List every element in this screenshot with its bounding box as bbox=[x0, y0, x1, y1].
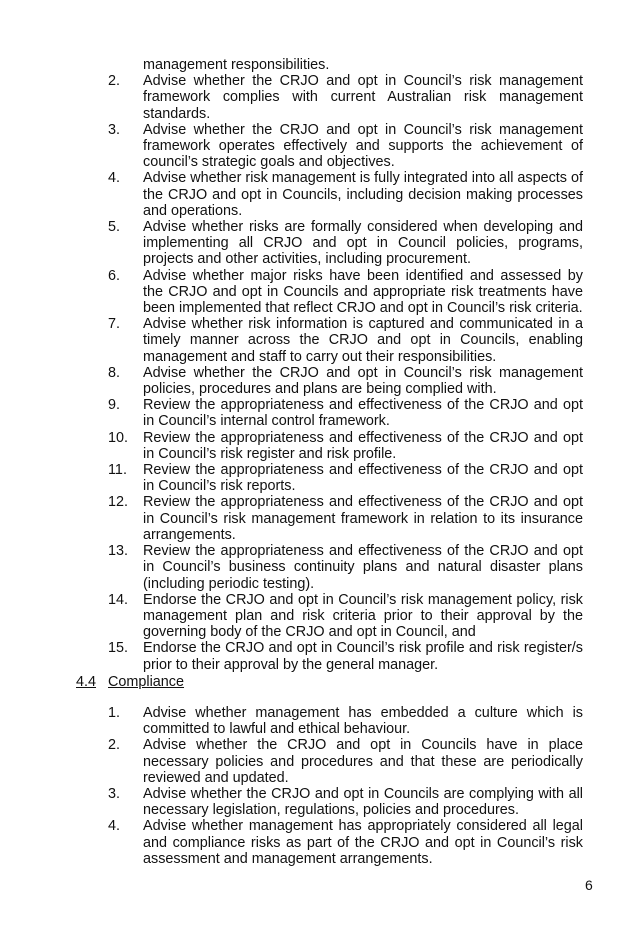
list-item-continuation bbox=[0, 57, 583, 73]
list-item bbox=[0, 818, 583, 867]
section-number: 4.4 bbox=[76, 674, 97, 690]
item-text: Advise whether risk information is captured and communicated in a timely manner across the CRJO and opt in Councils, enabling management and staff to carry out their responsibilities. bbox=[143, 316, 583, 365]
list-item bbox=[0, 170, 583, 219]
list-item bbox=[0, 592, 583, 641]
item-number: 12. bbox=[108, 494, 129, 511]
item-text: Advise whether the CRJO and opt in Councils are complying with all necessary legislation, regulations, policies and procedures. bbox=[143, 786, 583, 819]
list-item bbox=[0, 219, 583, 268]
list-item bbox=[0, 543, 583, 592]
item-text: Review the appropriateness and effectiveness of the CRJO and opt in Council’s risk register and risk profile. bbox=[143, 429, 583, 462]
item-text: Advise whether management has appropriately considered all legal and compliance risks as part of the CRJO and opt in Council’s risk assessment and management arrangements. bbox=[143, 818, 583, 867]
item-number: 9. bbox=[108, 397, 121, 414]
item-number: 2. bbox=[108, 737, 121, 754]
list-item bbox=[0, 122, 583, 171]
item-number: 8. bbox=[108, 364, 121, 381]
item-text: Endorse the CRJO and opt in Council’s risk management policy, risk management plan and risk criteria prior to their approval by the governing body of the CRJO and opt in Council, and bbox=[143, 591, 583, 641]
list-item bbox=[0, 462, 583, 494]
item-text: Review the appropriateness and effectiveness of the CRJO and opt in Council’s internal control framework. bbox=[143, 397, 583, 430]
item-text: Advise whether risk management is fully integrated into all aspects of the CRJO and opt in Councils, including decision making processes and operations. bbox=[143, 170, 583, 219]
item-number: 6. bbox=[108, 267, 121, 284]
item-text: Review the appropriateness and effectiveness of the CRJO and opt in Council’s business continuity plans and natural disaster plans (including periodic testing). bbox=[143, 543, 583, 592]
compliance-numbered-list bbox=[0, 705, 640, 867]
list-item bbox=[0, 494, 583, 543]
item-number: 1. bbox=[108, 705, 121, 721]
item-text: Advise whether the CRJO and opt in Council’s risk management framework operates effectively and supports the achievement of council’s strategic goals and objectives. bbox=[143, 121, 583, 171]
item-number: 4. bbox=[108, 170, 121, 187]
item-text: Endorse the CRJO and opt in Council’s risk profile and risk register/s prior to their approval by the general manager. bbox=[143, 640, 583, 673]
section-heading bbox=[76, 673, 576, 691]
list-item bbox=[0, 365, 583, 397]
item-text: Advise whether major risks have been identified and assessed by the CRJO and opt in Councils and appropriate risk treatments have been implemented that reflect CRJO and opt in Council’s risk criteria. bbox=[143, 267, 583, 317]
item-number: 13. bbox=[108, 543, 129, 560]
item-text: Advise whether the CRJO and opt in Councils have in place necessary policies and procedures and that these are periodically reviewed and updated. bbox=[143, 737, 583, 786]
list-item bbox=[0, 73, 583, 122]
list-item bbox=[0, 640, 583, 672]
item-number: 2. bbox=[108, 73, 121, 90]
section-title: Compliance bbox=[108, 674, 185, 690]
list-item bbox=[0, 268, 583, 317]
item-text: Advise whether management has embedded a culture which is committed to lawful and ethical behaviour. bbox=[143, 705, 583, 738]
item-number: 5. bbox=[108, 219, 121, 236]
item-text: Advise whether risks are formally considered when developing and implementing all CRJO and opt in Council policies, programs, projects and other activities, including procurement. bbox=[143, 219, 583, 268]
item-number: 11. bbox=[108, 462, 127, 479]
item-number: 10. bbox=[108, 429, 129, 446]
list-item bbox=[0, 705, 583, 737]
item-text: Advise whether the CRJO and opt in Council’s risk management policies, procedures and plans are being complied with. bbox=[143, 364, 583, 398]
item-text: Review the appropriateness and effectiveness of the CRJO and opt in Council’s risk reports. bbox=[143, 462, 583, 495]
item-number: 4. bbox=[108, 818, 121, 835]
list-item bbox=[0, 430, 583, 462]
item-number: 3. bbox=[108, 786, 121, 803]
item-text: Review the appropriateness and effectiveness of the CRJO and opt in Council’s risk management framework in relation to its insurance arrangements. bbox=[143, 494, 583, 543]
list-item bbox=[0, 786, 583, 818]
item-number: 15. bbox=[108, 640, 129, 657]
list-item bbox=[0, 737, 583, 786]
item-number: 7. bbox=[108, 316, 121, 333]
continuation-text: management responsibilities. bbox=[143, 57, 330, 73]
item-text: Advise whether the CRJO and opt in Council’s risk management framework complies with current Australian risk management standards. bbox=[143, 73, 583, 122]
page-number: 6 bbox=[585, 877, 593, 893]
top-numbered-list bbox=[0, 57, 640, 673]
item-number: 3. bbox=[108, 121, 121, 138]
item-number: 14. bbox=[108, 591, 129, 608]
list-item bbox=[0, 316, 583, 365]
list-item bbox=[0, 397, 583, 429]
